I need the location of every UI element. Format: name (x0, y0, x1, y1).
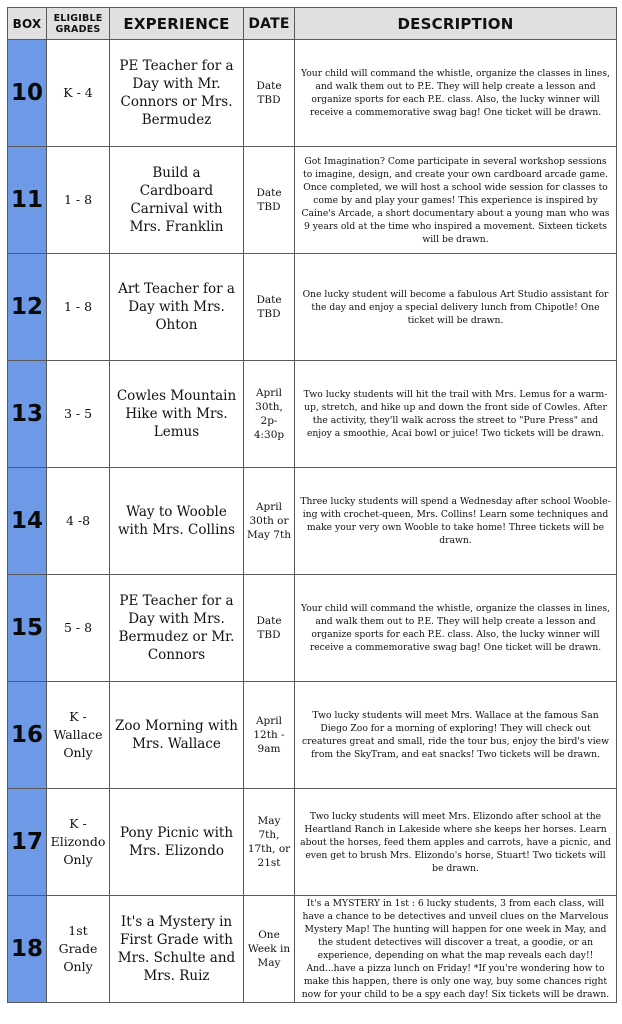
table-row (8, 468, 617, 575)
experience-title: Pony Picnic with Mrs. Elizondo (110, 789, 244, 896)
experience-date: Date TBD (244, 254, 295, 361)
box-number: 18 (8, 896, 47, 1003)
box-number: 17 (8, 789, 47, 896)
experience-description: Two lucky students will meet Mrs. Elizondo after school at the Heartland Ranch in Lakeside where she keeps her horses. Learn about the horses, feed them apples and carrots, have a picnic, and even get to brush Mrs. Elizondo's horse, Stuart! Two tickets will be drawn. (295, 789, 617, 896)
eligible-grades: 3 - 5 (47, 361, 110, 468)
table-row (8, 575, 617, 682)
experience-date: Date TBD (244, 147, 295, 254)
box-number: 12 (8, 254, 47, 361)
header-experience: EXPERIENCE (110, 8, 244, 40)
eligible-grades: 1 - 8 (47, 147, 110, 254)
header-row (8, 8, 617, 40)
eligible-grades: 4 -8 (47, 468, 110, 575)
experience-table (7, 7, 617, 1003)
experience-date: Date TBD (244, 575, 295, 682)
experience-date: May 7th, 17th, or 21st (244, 789, 295, 896)
eligible-grades: 5 - 8 (47, 575, 110, 682)
box-number: 10 (8, 40, 47, 147)
experience-description: Two lucky students will hit the trail with Mrs. Lemus for a warm-up, stretch, and hike up and down the front side of Cowles. After the activity, they'll walk across the street to "Pure Press" and enjoy a smoothie, Acai bowl or juice! Two tickets will be drawn. (295, 361, 617, 468)
experience-description: Three lucky students will spend a Wednesday after school Wooble-ing with crochet-queen, Mrs. Collins! Learn some techniques and make your very own Wooble to take home! Three tickets will be drawn. (295, 468, 617, 575)
box-number: 14 (8, 468, 47, 575)
eligible-grades: 1 - 8 (47, 254, 110, 361)
experience-date: One Week in May (244, 896, 295, 1003)
table-row (8, 789, 617, 896)
experience-title: Art Teacher for a Day with Mrs. Ohton (110, 254, 244, 361)
experience-date: April 12th - 9am (244, 682, 295, 789)
experience-description: Two lucky students will meet Mrs. Wallace at the famous San Diego Zoo for a morning of exploring! They will check out creatures great and small, ride the tour bus, enjoy the bird's view from the SkyTram, and eat snacks! Two tickets will be drawn. (295, 682, 617, 789)
box-number: 11 (8, 147, 47, 254)
box-number: 15 (8, 575, 47, 682)
eligible-grades: K - Elizondo Only (47, 789, 110, 896)
header-date: DATE (244, 8, 295, 40)
box-number: 13 (8, 361, 47, 468)
experience-description: Your child will command the whistle, organize the classes in lines, and walk them out to P.E. They will help create a lesson and organize sports for each P.E. class. Also, the lucky winner will receive a commemorative swag bag! One ticket will be drawn. (295, 40, 617, 147)
header-eligible-grades: ELIGIBLE GRADES (47, 8, 110, 40)
table-row (8, 896, 617, 1003)
experience-title: Zoo Morning with Mrs. Wallace (110, 682, 244, 789)
eligible-grades: 1st Grade Only (47, 896, 110, 1003)
experience-title: Cowles Mountain Hike with Mrs. Lemus (110, 361, 244, 468)
experience-title: PE Teacher for a Day with Mr. Connors or Mrs. Bermudez (110, 40, 244, 147)
experience-title: PE Teacher for a Day with Mrs. Bermudez or Mr. Connors (110, 575, 244, 682)
eligible-grades: K - 4 (47, 40, 110, 147)
table-row (8, 361, 617, 468)
box-number: 16 (8, 682, 47, 789)
experience-description: One lucky student will become a fabulous Art Studio assistant for the day and enjoy a special delivery lunch from Chipotle! One ticket will be drawn. (295, 254, 617, 361)
experience-date: April 30th or May 7th (244, 468, 295, 575)
experience-date: Date TBD (244, 40, 295, 147)
table-row (8, 254, 617, 361)
table-row (8, 682, 617, 789)
table-row (8, 40, 617, 147)
experience-description: It's a MYSTERY in 1st : 6 lucky students, 3 from each class, will have a chance to be detectives and unveil clues on the Marvelous Mystery Map! The hunting will happen for one week in May, and the student detectives will discover a treat, a goodie, or an experience, depending on what the map reveals each day!! And...have a pizza lunch on Friday! *If you're wondering how to make this happen, there is only one way, buy some chances right now for your child to be a spy each day! Six tickets will be drawn. (295, 896, 617, 1003)
header-box: BOX (8, 8, 47, 40)
experience-title: Way to Wooble with Mrs. Collins (110, 468, 244, 575)
eligible-grades: K - Wallace Only (47, 682, 110, 789)
experience-date: April 30th, 2p-4:30p (244, 361, 295, 468)
experience-title: Build a Cardboard Carnival with Mrs. Franklin (110, 147, 244, 254)
experience-description: Your child will command the whistle, organize the classes in lines, and walk them out to P.E. They will help create a lesson and organize sports for each P.E. class. Also, the lucky winner will receive a commemorative swag bag! One ticket will be drawn. (295, 575, 617, 682)
table-row (8, 147, 617, 254)
experience-description: Got Imagination? Come participate in several workshop sessions to imagine, design, and create your own cardboard arcade game. Once completed, we will host a school wide session for classes to come by and play your games! This experience is inspired by Caine's Arcade, a short documentary about a young man who was 9 years old at the time who inspired a movement. Sixteen tickets will be drawn. (295, 147, 617, 254)
experience-title: It's a Mystery in First Grade with Mrs. Schulte and Mrs. Ruiz (110, 896, 244, 1003)
header-description: DESCRIPTION (295, 8, 617, 40)
